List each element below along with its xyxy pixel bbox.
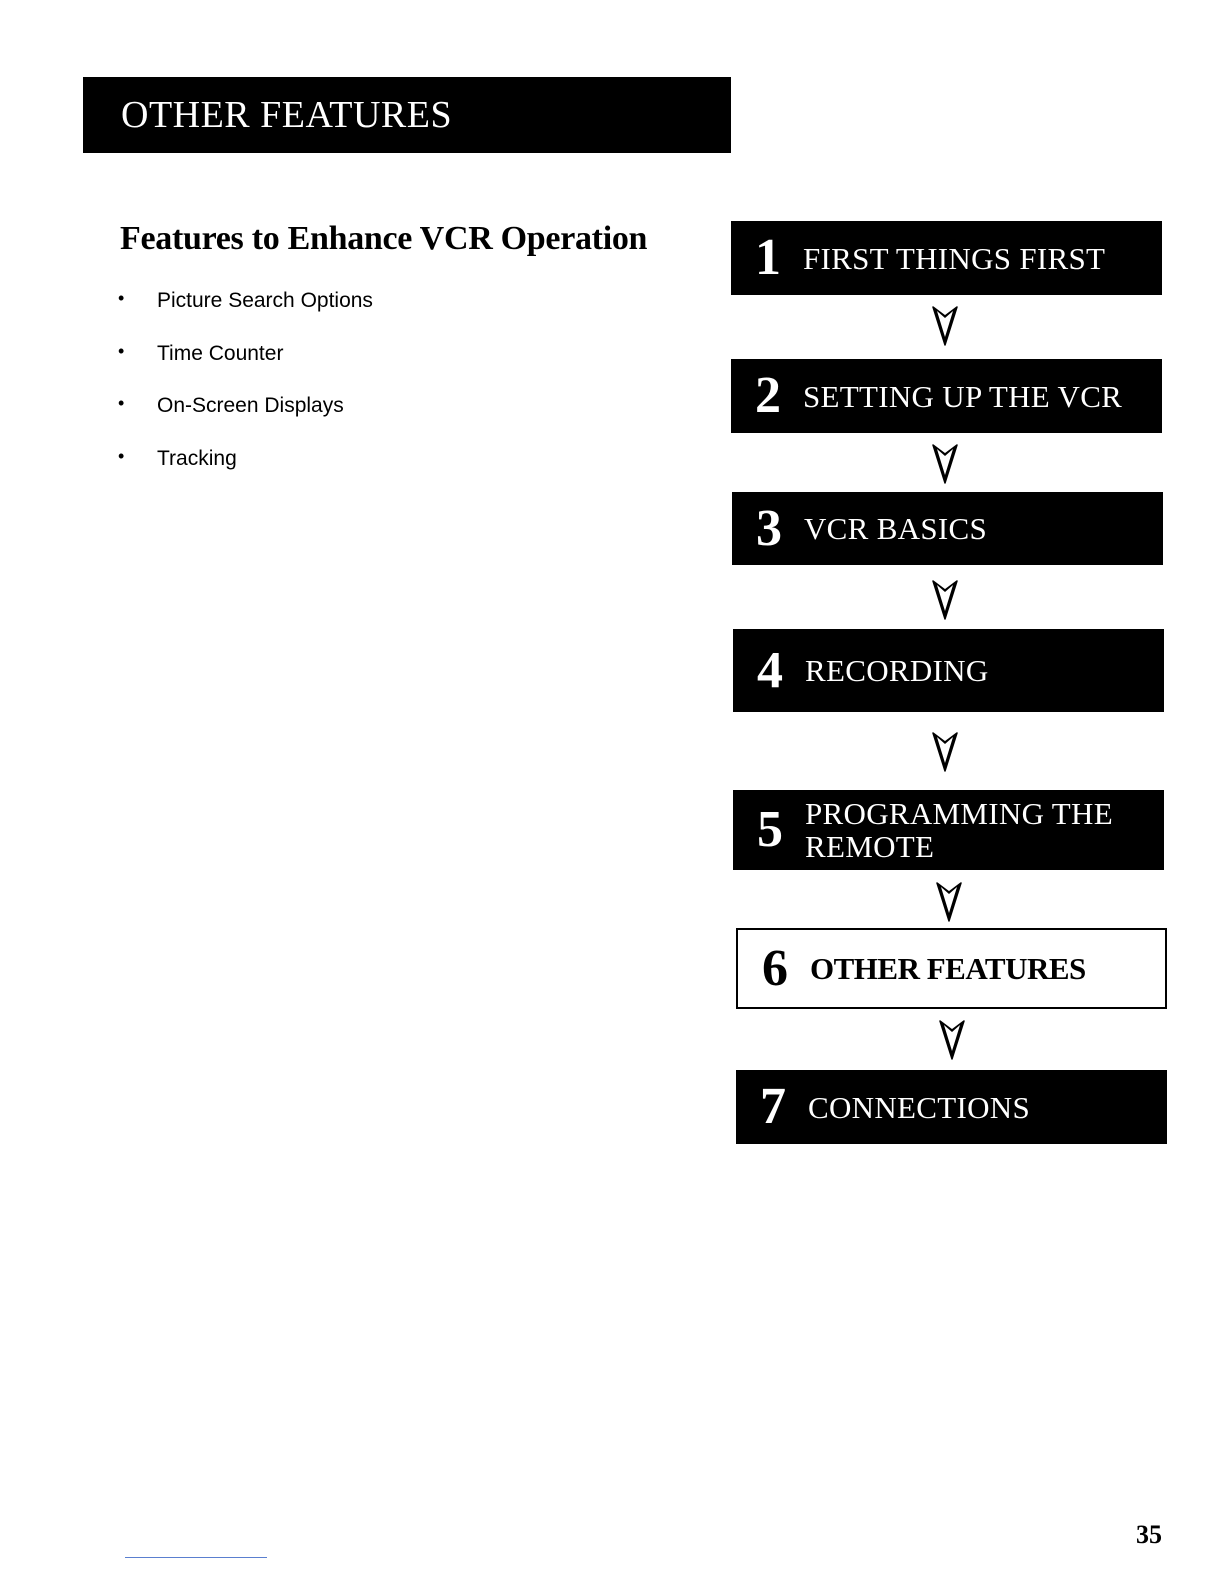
chapter-item-recording[interactable]: [733, 629, 1164, 712]
chapter-title: FIRST THINGS FIRST: [803, 240, 1106, 276]
down-arrow-icon: [934, 880, 964, 924]
list-item-label: Tracking: [157, 446, 237, 470]
list-item: [116, 284, 373, 337]
chapter-title: OTHER FEATURES: [810, 951, 1086, 986]
section-banner: [83, 77, 731, 153]
bullet-icon: •: [118, 340, 125, 361]
chapter-number: 1: [755, 229, 781, 286]
chapter-title: SETTING UP THE VCR: [803, 378, 1123, 414]
list-item-label: Time Counter: [157, 341, 284, 365]
chapter-number: 7: [760, 1078, 786, 1135]
chapter-title: CONNECTIONS: [808, 1089, 1031, 1125]
bullet-icon: •: [118, 445, 125, 466]
list-item: [116, 442, 373, 495]
chapter-title-line: PROGRAMMING THE: [805, 796, 1113, 831]
list-item-label: On-Screen Displays: [157, 394, 344, 417]
chapter-title: VCR BASICS: [804, 511, 988, 546]
chapter-item-vcr-basics[interactable]: [732, 492, 1163, 565]
chapter-number: 2: [755, 367, 781, 424]
down-arrow-icon: [930, 304, 960, 348]
list-item: [116, 389, 373, 442]
section-title: OTHER FEATURES: [121, 94, 453, 136]
chapter-item-first-things-first[interactable]: [731, 221, 1162, 295]
chapter-item-setting-up-the-vcr[interactable]: [731, 359, 1162, 433]
down-arrow-icon: [930, 442, 960, 486]
chapter-item-connections[interactable]: [736, 1070, 1167, 1144]
chapter-title: [805, 797, 1113, 863]
chapter-item-other-features[interactable]: [736, 928, 1167, 1009]
chapter-number: 5: [757, 801, 783, 858]
feature-list: [116, 284, 373, 494]
footer-divider: [125, 1557, 267, 1558]
page-heading: Features to Enhance VCR Operation: [120, 220, 648, 257]
chapter-item-programming-the-remote[interactable]: [733, 790, 1164, 870]
chapter-number: 3: [756, 499, 782, 557]
down-arrow-icon: [930, 578, 960, 622]
list-item: [116, 337, 373, 390]
chapter-number: 4: [757, 641, 783, 699]
down-arrow-icon: [937, 1018, 967, 1062]
bullet-icon: •: [118, 393, 125, 413]
page-number: 35: [1136, 1520, 1162, 1549]
chapter-number: 6: [762, 939, 788, 997]
chapter-title: RECORDING: [805, 653, 989, 688]
chapter-title-line: REMOTE: [805, 829, 935, 864]
down-arrow-icon: [930, 730, 960, 774]
bullet-icon: •: [118, 288, 125, 308]
list-item-label: Picture Search Options: [157, 289, 373, 312]
